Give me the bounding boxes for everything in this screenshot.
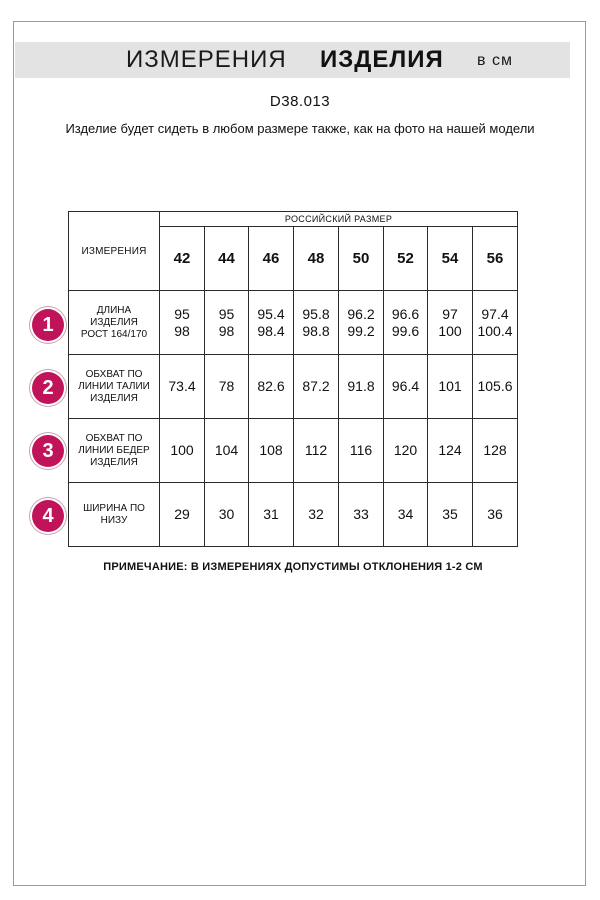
value-text: 87.2 xyxy=(302,378,330,394)
measurements-header: ИЗМЕРЕНИЯ xyxy=(69,212,160,291)
value-text: 98 xyxy=(218,322,235,339)
value-text: 30 xyxy=(218,506,235,522)
value-text: 124 xyxy=(438,442,462,458)
value-cell xyxy=(473,355,518,419)
value-text: 33 xyxy=(353,506,369,522)
value-cell xyxy=(294,483,339,547)
value-cell xyxy=(205,419,249,483)
row-label-line: ЛИНИИ БЕДЕР xyxy=(78,444,150,456)
value-text: 105.6 xyxy=(477,378,513,394)
row-label xyxy=(69,291,160,355)
value-text: 35 xyxy=(442,506,458,522)
value-cell xyxy=(473,483,518,547)
value-text: 96.4 xyxy=(391,378,420,394)
value-text: 100.4 xyxy=(477,322,513,339)
row-label-line: ИЗДЕЛИЯ xyxy=(90,316,138,328)
size-header-cell: 50 xyxy=(339,227,384,291)
size-header-cell: 44 xyxy=(205,227,249,291)
value-cell xyxy=(428,291,473,355)
value-cell xyxy=(473,291,518,355)
value-text: 96.2 xyxy=(347,305,375,322)
value-cell xyxy=(339,419,384,483)
value-cell xyxy=(384,355,428,419)
value-cell xyxy=(339,355,384,419)
value-cell xyxy=(473,419,518,483)
value-cell xyxy=(294,419,339,483)
value-text: 100 xyxy=(438,322,462,339)
value-text: 99.6 xyxy=(391,322,420,339)
table-row xyxy=(69,291,518,355)
value-cell xyxy=(339,483,384,547)
value-text: 95.4 xyxy=(257,305,285,322)
size-header-cell: 46 xyxy=(249,227,294,291)
value-text: 36 xyxy=(487,506,503,522)
value-text: 34 xyxy=(397,506,414,522)
value-cell xyxy=(160,483,205,547)
row-label-line: ШИРИНА ПО xyxy=(83,502,145,514)
value-text: 78 xyxy=(218,378,235,394)
value-text: 98 xyxy=(174,322,190,339)
value-text: 101 xyxy=(438,378,462,394)
value-text: 108 xyxy=(259,442,283,458)
value-text: 116 xyxy=(349,442,373,458)
value-cell xyxy=(384,291,428,355)
value-text: 95 xyxy=(174,305,190,322)
size-header-cell: 52 xyxy=(384,227,428,291)
value-text: 73.4 xyxy=(168,378,196,394)
title-unit: в см xyxy=(477,52,513,69)
size-header-cell: 48 xyxy=(294,227,339,291)
row-label-line: ИЗДЕЛИЯ xyxy=(90,392,138,404)
row-label xyxy=(69,355,160,419)
row-number-badge: 4 xyxy=(32,500,64,532)
value-cell xyxy=(249,483,294,547)
title-measurements: ИЗМЕРЕНИЯ xyxy=(126,46,287,73)
size-table xyxy=(68,211,518,547)
row-number-badge: 3 xyxy=(32,435,64,467)
value-cell xyxy=(249,291,294,355)
value-text: 96.6 xyxy=(391,305,420,322)
value-cell xyxy=(160,355,205,419)
product-code: D38.013 xyxy=(269,93,331,110)
value-cell xyxy=(294,291,339,355)
value-cell xyxy=(160,419,205,483)
row-number-badge: 2 xyxy=(32,372,64,404)
value-cell xyxy=(428,483,473,547)
table-row xyxy=(69,355,518,419)
value-cell xyxy=(384,419,428,483)
value-text: 120 xyxy=(393,442,418,458)
russian-size-header: РОССИЙСКИЙ РАЗМЕР xyxy=(160,212,518,227)
value-text: 98.8 xyxy=(302,322,330,339)
value-cell xyxy=(294,355,339,419)
row-label-line: ИЗДЕЛИЯ xyxy=(90,456,138,468)
size-header-cell: 54 xyxy=(428,227,473,291)
row-label-line: ОБХВАТ ПО xyxy=(85,368,143,380)
value-text: 100 xyxy=(170,442,194,458)
value-cell xyxy=(428,419,473,483)
value-cell xyxy=(249,419,294,483)
value-text: 97.4 xyxy=(481,305,509,322)
value-text: 32 xyxy=(308,506,324,522)
value-text: 98.4 xyxy=(257,322,285,339)
value-text: 95.8 xyxy=(302,305,330,322)
value-text: 97 xyxy=(442,305,458,322)
row-label xyxy=(69,419,160,483)
value-cell xyxy=(339,291,384,355)
footnote: ПРИМЕЧАНИЕ: В ИЗМЕРЕНИЯХ ДОПУСТИМЫ ОТКЛОНЕНИЯ 1-2 СМ xyxy=(103,561,483,573)
row-label xyxy=(69,483,160,547)
value-cell xyxy=(160,291,205,355)
value-cell xyxy=(205,355,249,419)
row-label-line: ДЛИНА xyxy=(96,304,132,316)
row-label-line: ОБХВАТ ПО xyxy=(85,432,143,444)
value-text: 99.2 xyxy=(347,322,375,339)
size-header-cell: 42 xyxy=(160,227,205,291)
value-text: 104 xyxy=(214,442,239,458)
value-cell xyxy=(428,355,473,419)
value-text: 128 xyxy=(483,442,507,458)
value-cell xyxy=(384,483,428,547)
row-label-line: ЛИНИИ ТАЛИИ xyxy=(78,380,150,392)
value-text: 82.6 xyxy=(257,378,285,394)
row-label-line: РОСТ 164/170 xyxy=(80,328,148,340)
value-cell xyxy=(249,355,294,419)
title-product: ИЗДЕЛИЯ xyxy=(320,46,444,73)
value-text: 112 xyxy=(304,442,328,458)
value-cell xyxy=(205,483,249,547)
value-text: 95 xyxy=(218,305,235,322)
value-text: 31 xyxy=(263,506,279,522)
table-row xyxy=(69,419,518,483)
row-number-badge: 1 xyxy=(32,309,64,341)
value-text: 91.8 xyxy=(347,378,375,394)
value-text: 29 xyxy=(174,506,190,522)
fit-note: Изделие будет сидеть в любом размере также, как на фото на нашей модели xyxy=(65,121,535,136)
value-cell xyxy=(205,291,249,355)
row-label-line: НИЗУ xyxy=(100,514,128,526)
table-row xyxy=(69,483,518,547)
size-header-cell: 56 xyxy=(473,227,518,291)
